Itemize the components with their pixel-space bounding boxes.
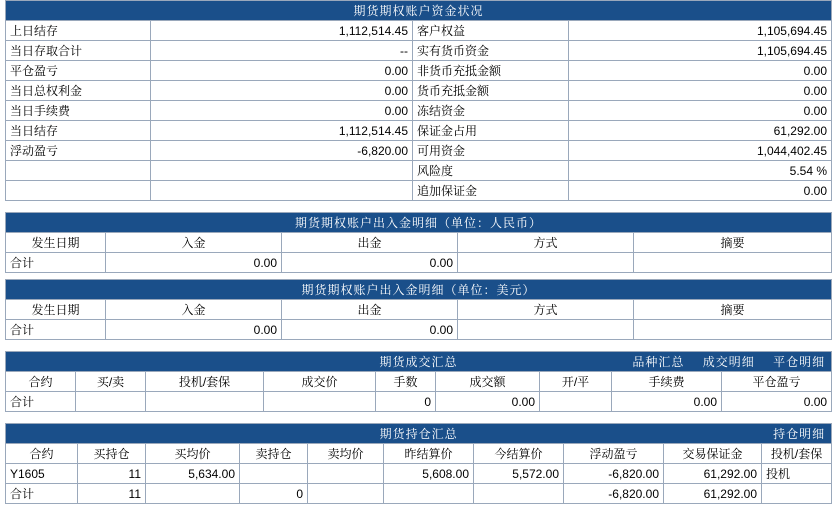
inout-cny-total-method [458, 253, 634, 273]
fund-value-client-equity: 1,105,694.45 [569, 21, 832, 41]
col-contract: 合约 [6, 444, 78, 464]
position-summary-links [759, 426, 825, 442]
fund-value-available: 1,044,402.45 [569, 141, 832, 161]
position-margin: 61,292.00 [664, 464, 762, 484]
col-float-pl: 浮动盈亏 [564, 444, 664, 464]
inout-cny-header-row [6, 233, 832, 253]
col-contract: 合约 [6, 372, 76, 392]
table-row [6, 61, 832, 81]
col-deposit: 入金 [106, 233, 282, 253]
col-trade-price: 成交价 [264, 372, 376, 392]
table-row [6, 253, 832, 273]
trade-total-bs [76, 392, 146, 412]
col-long-avg: 买均价 [146, 444, 240, 464]
fund-label-blank-2 [6, 181, 151, 201]
fund-value-additional-margin: 0.00 [569, 181, 832, 201]
table-row [6, 121, 832, 141]
fund-value-margin-used: 61,292.00 [569, 121, 832, 141]
trade-summary-title-row [6, 352, 832, 372]
position-total-prev-settle [384, 484, 474, 504]
fund-value-risk-ratio: 5.54 % [569, 161, 832, 181]
fund-label-today-balance: 当日结存 [6, 121, 151, 141]
fund-label-additional-margin: 追加保证金 [413, 181, 569, 201]
fund-value-frozen: 0.00 [569, 101, 832, 121]
position-prev-settle: 5,608.00 [384, 464, 474, 484]
fund-label-actual-cash: 实有货币资金 [413, 41, 569, 61]
trade-total-amount: 0.00 [436, 392, 540, 412]
fund-value-today-balance: 1,112,514.45 [151, 121, 413, 141]
fund-label-deposit-withdraw: 当日存取合计 [6, 41, 151, 61]
position-long-avg: 5,634.00 [146, 464, 240, 484]
inout-usd-total-out: 0.00 [282, 320, 458, 340]
position-total-float-pl: -6,820.00 [564, 484, 664, 504]
fund-value-premium: 0.00 [151, 81, 413, 101]
fund-label-premium: 当日总权利金 [6, 81, 151, 101]
fund-status-title: 期货期权账户资金状况 [6, 1, 832, 21]
fund-label-client-equity: 客户权益 [413, 21, 569, 41]
spacer-4 [0, 412, 836, 423]
trade-summary-title: 期货成交汇总 [379, 354, 458, 369]
position-summary-title-row [6, 424, 832, 444]
link-close-detail[interactable]: 平仓明细 [773, 354, 826, 369]
position-total-short-qty: 0 [240, 484, 308, 504]
spacer-3 [0, 340, 836, 351]
fund-label-available: 可用资金 [413, 141, 569, 161]
fund-value-close-pl: 0.00 [151, 61, 413, 81]
fund-label-noncash-offset: 非货币充抵金额 [413, 61, 569, 81]
position-total-long-avg [146, 484, 240, 504]
inout-usd-title: 期货期权账户出入金明细（单位：美元） [6, 280, 832, 300]
inout-cny-total-memo [634, 253, 832, 273]
trade-summary-table [5, 351, 832, 412]
inout-cny-title-row [6, 213, 832, 233]
fund-status-title-row [6, 1, 832, 21]
col-settle: 今结算价 [474, 444, 564, 464]
fund-status-table [5, 0, 832, 201]
position-hedge: 投机 [762, 464, 832, 484]
col-memo: 摘要 [634, 233, 832, 253]
fund-value-fee: 0.00 [151, 101, 413, 121]
col-withdraw: 出金 [282, 300, 458, 320]
fund-value-blank-1 [151, 161, 413, 181]
trade-summary-title-cell [6, 352, 832, 372]
trade-total-label: 合计 [6, 392, 76, 412]
col-date: 发生日期 [6, 300, 106, 320]
col-spec-hedge: 投机/套保 [762, 444, 832, 464]
position-summary-title: 期货持仓汇总 [379, 426, 458, 441]
trade-total-lots: 0 [376, 392, 436, 412]
fund-value-actual-cash: 1,105,694.45 [569, 41, 832, 61]
col-turnover: 成交额 [436, 372, 540, 392]
inout-usd-total-in: 0.00 [106, 320, 282, 340]
table-row [6, 101, 832, 121]
inout-usd-header-row [6, 300, 832, 320]
table-row [6, 161, 832, 181]
position-short-qty [240, 464, 308, 484]
col-short-avg: 卖均价 [308, 444, 384, 464]
col-withdraw: 出金 [282, 233, 458, 253]
position-float-pl: -6,820.00 [564, 464, 664, 484]
trade-total-open-close [540, 392, 612, 412]
table-row [6, 464, 832, 484]
inout-usd-table [5, 279, 832, 340]
inout-cny-table [5, 212, 832, 273]
position-total-margin: 61,292.00 [664, 484, 762, 504]
fund-label-risk-ratio: 风险度 [413, 161, 569, 181]
position-summary-title-cell [6, 424, 832, 444]
position-contract: Y1605 [6, 464, 78, 484]
fund-label-margin-used: 保证金占用 [413, 121, 569, 141]
col-memo: 摘要 [634, 300, 832, 320]
link-trade-detail[interactable]: 成交明细 [702, 354, 755, 369]
table-row [6, 141, 832, 161]
col-spec-hedge: 投机/套保 [146, 372, 264, 392]
fund-value-noncash-offset: 0.00 [569, 61, 832, 81]
fund-label-blank-1 [6, 161, 151, 181]
col-method: 方式 [458, 233, 634, 253]
trade-total-close-pl: 0.00 [722, 392, 832, 412]
col-deposit: 入金 [106, 300, 282, 320]
fund-value-cash-offset: 0.00 [569, 81, 832, 101]
inout-usd-total-method [458, 320, 634, 340]
position-summary-header-row [6, 444, 832, 464]
col-date: 发生日期 [6, 233, 106, 253]
inout-usd-total-memo [634, 320, 832, 340]
table-row [6, 320, 832, 340]
fund-value-blank-2 [151, 181, 413, 201]
trade-summary-links [618, 354, 825, 370]
position-total-settle [474, 484, 564, 504]
fund-value-prev-balance: 1,112,514.45 [151, 21, 413, 41]
table-row [6, 392, 832, 412]
fund-label-fee: 当日手续费 [6, 101, 151, 121]
col-open-close: 开/平 [540, 372, 612, 392]
fund-label-float-pl: 浮动盈亏 [6, 141, 151, 161]
inout-usd-title-row [6, 280, 832, 300]
col-prev-settle: 昨结算价 [384, 444, 474, 464]
fund-label-prev-balance: 上日结存 [6, 21, 151, 41]
position-total-long-qty: 11 [78, 484, 146, 504]
col-margin: 交易保证金 [664, 444, 762, 464]
inout-cny-title: 期货期权账户出入金明细（单位：人民币） [6, 213, 832, 233]
col-method: 方式 [458, 300, 634, 320]
table-row [6, 81, 832, 101]
position-total-label: 合计 [6, 484, 78, 504]
spacer-1 [0, 201, 836, 212]
link-product-summary[interactable]: 品种汇总 [632, 354, 685, 369]
inout-usd-total-label: 合计 [6, 320, 106, 340]
col-buy-sell: 买/卖 [76, 372, 146, 392]
col-long-qty: 买持仓 [78, 444, 146, 464]
fund-value-float-pl: -6,820.00 [151, 141, 413, 161]
fund-label-frozen: 冻结资金 [413, 101, 569, 121]
position-settle: 5,572.00 [474, 464, 564, 484]
link-position-detail[interactable]: 持仓明细 [773, 426, 826, 441]
fund-label-close-pl: 平仓盈亏 [6, 61, 151, 81]
position-total-hedge [762, 484, 832, 504]
table-row [6, 181, 832, 201]
trade-summary-header-row [6, 372, 832, 392]
col-close-pl: 平仓盈亏 [722, 372, 832, 392]
col-short-qty: 卖持仓 [240, 444, 308, 464]
col-fee: 手续费 [612, 372, 722, 392]
position-summary-table [5, 423, 832, 504]
position-short-avg [308, 464, 384, 484]
table-row [6, 41, 832, 61]
inout-cny-total-label: 合计 [6, 253, 106, 273]
col-lots: 手数 [376, 372, 436, 392]
fund-label-cash-offset: 货币充抵金额 [413, 81, 569, 101]
inout-cny-total-in: 0.00 [106, 253, 282, 273]
table-row [6, 484, 832, 504]
trade-total-hedge [146, 392, 264, 412]
position-total-short-avg [308, 484, 384, 504]
table-row [6, 21, 832, 41]
fund-value-deposit-withdraw: -- [151, 41, 413, 61]
trade-total-fee: 0.00 [612, 392, 722, 412]
trade-total-price [264, 392, 376, 412]
position-long-qty: 11 [78, 464, 146, 484]
inout-cny-total-out: 0.00 [282, 253, 458, 273]
